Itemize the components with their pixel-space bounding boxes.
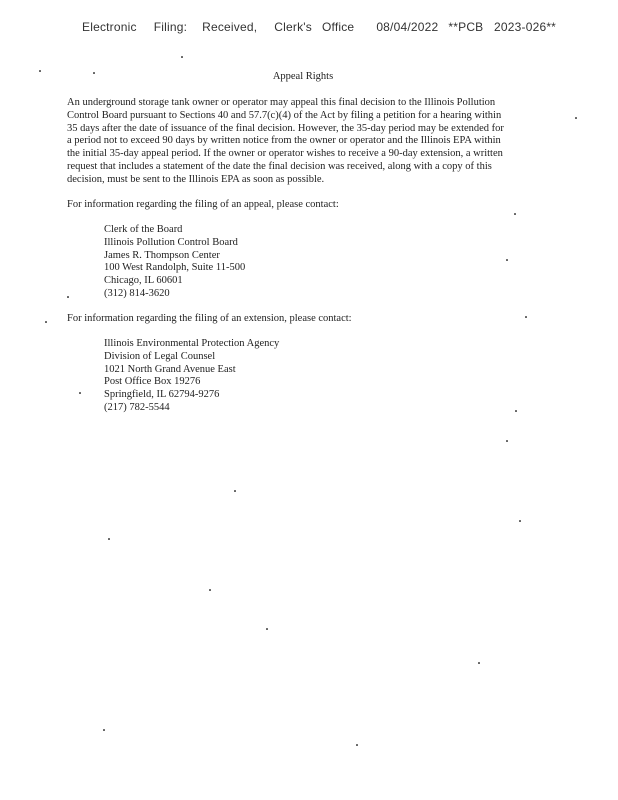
scan-speck <box>506 259 508 261</box>
address-line: James R. Thompson Center <box>104 249 220 261</box>
appeal-rights-paragraph <box>67 97 547 187</box>
scan-speck <box>575 117 577 119</box>
stamp-part: Electronic <box>82 20 137 34</box>
paragraph-line: 35 days after the date of issuance of the final decision. However, the 35-day period may be extended for <box>67 122 504 134</box>
address-line: (217) 782-5544 <box>104 401 170 413</box>
address-line: Springfield, IL 62794-9276 <box>104 389 220 401</box>
appeal-contact-intro: For information regarding the filing of an appeal, please contact: <box>67 199 339 210</box>
paragraph-line: Control Board pursuant to Sections 40 and 57.7(c)(4) of the Act by filing a petition for a hearing within <box>67 109 502 121</box>
scan-speck <box>39 70 41 72</box>
address-line: Illinois Environmental Protection Agency <box>104 338 280 349</box>
paragraph-line: request that includes a statement of the date the final decision was received, along with a copy of this <box>67 160 492 172</box>
extension-contact-address <box>104 338 279 415</box>
paragraph-line: decision, must be sent to the Illinois EPA as soon as possible. <box>67 173 325 185</box>
scan-speck <box>79 392 81 394</box>
scan-speck <box>103 729 105 731</box>
scan-speck <box>506 440 508 442</box>
paragraph-line: a period not to exceed 90 days by written notice from the owner or operator and the Illinois EPA within <box>67 135 501 147</box>
scan-speck <box>525 316 527 318</box>
stamp-part: Clerk's <box>274 20 312 34</box>
scan-speck <box>266 628 268 630</box>
scan-speck <box>478 662 480 664</box>
appeal-contact-address <box>104 224 245 301</box>
address-line: 100 West Randolph, Suite 11-500 <box>104 262 246 274</box>
page-title: Appeal Rights <box>272 71 334 82</box>
scan-speck <box>234 490 236 492</box>
stamp-part: Received, <box>202 20 258 34</box>
scan-speck <box>67 296 69 298</box>
stamp-part: Filing: <box>153 20 188 34</box>
scan-speck <box>181 56 183 58</box>
scan-speck <box>514 213 516 215</box>
address-line: Post Office Box 19276 <box>104 376 201 388</box>
scan-speck <box>356 744 358 746</box>
paragraph-line: the initial 35-day appeal period. If the owner or operator wishes to receive a 90-day extension, a written <box>67 148 503 160</box>
stamp-pcb: **PCB <box>448 20 484 34</box>
stamp-part: Office <box>321 20 355 34</box>
address-line: 1021 North Grand Avenue East <box>104 363 236 375</box>
scan-speck <box>93 72 95 74</box>
electronic-filing-stamp <box>82 20 556 34</box>
scan-speck <box>108 538 110 540</box>
scan-speck <box>515 410 517 412</box>
paragraph-line: An underground storage tank owner or operator may appeal this final decision to the Illinois Pollution <box>67 97 496 108</box>
address-line: Clerk of the Board <box>104 224 183 235</box>
address-line: Division of Legal Counsel <box>104 350 216 362</box>
stamp-date: 08/04/2022 <box>376 20 439 34</box>
scan-speck <box>209 589 211 591</box>
address-line: Illinois Pollution Control Board <box>104 236 238 248</box>
extension-contact-intro: For information regarding the filing of an extension, please contact: <box>67 313 352 324</box>
scan-speck <box>45 321 47 323</box>
stamp-case-number: 2023-026** <box>494 20 557 34</box>
address-line: Chicago, IL 60601 <box>104 275 183 287</box>
address-line: (312) 814-3620 <box>104 287 170 299</box>
scan-speck <box>519 520 521 522</box>
